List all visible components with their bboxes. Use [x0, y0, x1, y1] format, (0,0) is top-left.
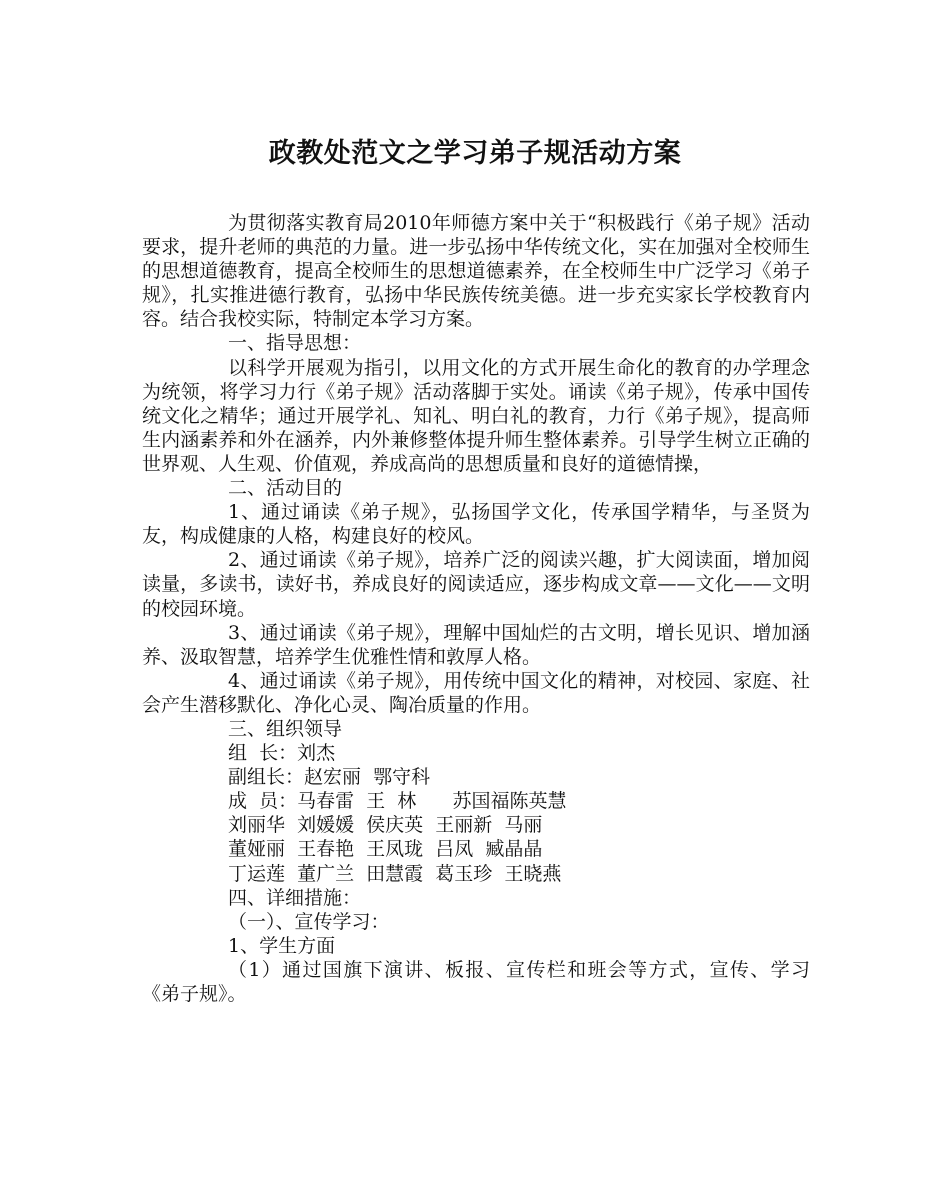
section-heading-guiding-thought: 一、指导思想： — [228, 332, 362, 355]
member-line: 成 员：马春雷 王 林 苏国福陈英慧 — [228, 790, 567, 813]
member-line: 丁运莲 董广兰 田慧霞 葛玉珍 王晓燕 — [228, 862, 562, 885]
section-heading-organization: 三、组织领导 — [228, 717, 343, 740]
member-line: 董娅丽 王春艳 王凤珑 吕凤 臧晶晶 — [228, 838, 543, 861]
guiding-thought-paragraph: 以科学开展观为指引，以用文化的方式开展生命化的教育的办学理念为统领，将学习力行《弟子规》活动落脚于实处。诵读《弟子规》，传承中国传统文化之精华；通过开展学礼、知礼、明白礼的教育，力行《弟子规》，提高师生内涵素养和外在涵养，内外兼修整体提升师生整体素养。引导学生树立正确的世界观、人生观、价值观，养成高尚的思想质量和良好的道德情操， — [142, 356, 810, 475]
section-heading-activity-purpose: 二、活动目的 — [228, 477, 343, 500]
purpose-item: 1、通过诵读《弟子规》，弘扬国学文化，传承国学精华，与圣贤为友，构成健康的人格，构建良好的校风。 — [142, 501, 810, 548]
purpose-item: 4、通过诵读《弟子规》，用传统中国文化的精神，对校园、家庭、社会产生潜移默化、净化心灵、陶冶质量的作用。 — [142, 669, 810, 716]
purpose-item: 2、通过诵读《弟子规》，培养广泛的阅读兴趣，扩大阅读面，增加阅读量，多读书，读好书，养成良好的阅读适应，逐步构成文章——文化——文明的校园环境。 — [142, 549, 810, 620]
subsection-item-students: 1、学生方面 — [228, 934, 336, 957]
intro-paragraph: 为贯彻落实教育局2010年师德方案中关于“积极践行《弟子规》活动要求，提升老师的典范的力量。进一步弘扬中华传统文化，实在加强对全校师生的思想道德教育，提高全校师生的思想道德素养，在全校师生中广泛学习《弟子规》，扎实推进德行教育，弘扬中华民族传统美德。进一步充实家长学校教育内容。结合我校实际，特制定本学习方案。 — [142, 212, 810, 331]
subsection-heading-publicity: （一）、宣传学习： — [228, 910, 390, 933]
vice-group-leader: 副组长：赵宏丽 鄂守科 — [228, 766, 431, 789]
document-body — [142, 211, 810, 1006]
purpose-item: 3、通过诵读《弟子规》，理解中国灿烂的古文明，增长见识、增加涵养、汲取智慧，培养学生优雅性情和敦厚人格。 — [142, 621, 810, 668]
member-line: 刘丽华 刘媛媛 侯庆英 王丽新 马丽 — [228, 814, 543, 837]
students-measure-paragraph: （1）通过国旗下演讲、板报、宣传栏和班会等方式，宣传、学习《弟子规》。 — [142, 958, 810, 1005]
group-leader: 组 长：刘杰 — [228, 742, 336, 765]
document-title: 政教处范文之学习弟子规活动方案 — [268, 138, 682, 169]
section-heading-measures: 四、详细措施： — [228, 886, 362, 909]
